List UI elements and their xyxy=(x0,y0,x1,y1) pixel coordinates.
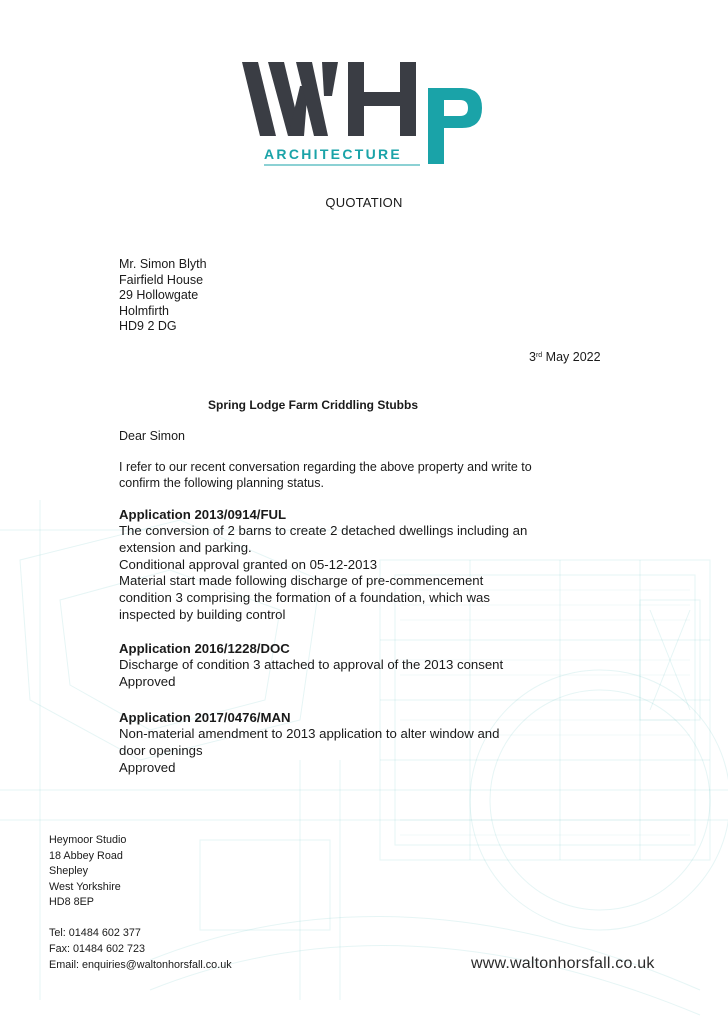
letter-intro xyxy=(119,459,619,491)
application-line: Conditional approval granted on 05-12-2013 xyxy=(119,556,378,572)
letter-date xyxy=(529,350,601,364)
website-link[interactable]: www.waltonhorsfall.co.uk xyxy=(471,955,655,972)
recipient-line: Holmfirth xyxy=(119,303,170,318)
application-block xyxy=(119,641,619,691)
letter-subject: Spring Lodge Farm Criddling Stubbs xyxy=(208,398,418,412)
application-line: extension and parking. xyxy=(119,539,252,555)
application-line: inspected by building control xyxy=(119,606,286,622)
address-line: 18 Abbey Road xyxy=(49,849,123,862)
address-postcode: HD8 8EP xyxy=(49,896,95,909)
application-block xyxy=(119,507,619,624)
application-line: Discharge of condition 3 attached to approval of the 2013 consent xyxy=(119,657,504,672)
recipient-name: Mr. Simon Blyth xyxy=(119,257,207,271)
application-line: condition 3 comprising the formation of a foundation, which was xyxy=(119,590,490,606)
intro-line: I refer to our recent conversation regarding the above property and write to xyxy=(119,460,532,474)
whp-architecture-logo xyxy=(240,56,490,168)
telephone: Tel: 01484 602 377 xyxy=(49,927,141,939)
application-line: Approved xyxy=(119,759,176,775)
application-line: Approved xyxy=(119,673,176,689)
document-heading: QUOTATION xyxy=(325,195,403,210)
recipient-postcode: HD9 2 DG xyxy=(119,319,177,334)
application-title: Application 2013/0914/FUL xyxy=(119,507,287,522)
email-link[interactable]: Email: enquiries@waltonhorsfall.co.uk xyxy=(49,958,232,971)
recipient-address xyxy=(119,257,207,335)
company-contact xyxy=(49,926,232,973)
logo-subtitle: ARCHITECTURE xyxy=(264,146,403,162)
address-line: West Yorkshire xyxy=(49,880,121,893)
address-line: Shepley xyxy=(49,865,89,878)
address-line: Heymoor Studio xyxy=(49,834,127,846)
recipient-line: Fairfield House xyxy=(119,272,204,287)
fax: Fax: 01484 602 723 xyxy=(49,942,146,955)
application-title: Application 2016/1228/DOC xyxy=(119,641,290,656)
date-suffix: rd xyxy=(535,352,543,359)
application-title: Application 2017/0476/MAN xyxy=(119,710,291,725)
application-block xyxy=(119,710,619,776)
intro-line: confirm the following planning status. xyxy=(119,476,324,490)
application-line: Material start made following discharge of pre-commencement xyxy=(119,573,484,589)
date-day: 3 xyxy=(529,350,536,364)
recipient-line: 29 Hollowgate xyxy=(119,288,199,303)
company-address xyxy=(49,833,126,911)
date-rest: May 2022 xyxy=(542,350,601,364)
letter-greeting: Dear Simon xyxy=(119,429,185,443)
application-line: door openings xyxy=(119,742,203,758)
application-line: The conversion of 2 barns to create 2 detached dwellings including an xyxy=(119,523,528,538)
application-line: Non-material amendment to 2013 application to alter window and xyxy=(119,726,500,741)
